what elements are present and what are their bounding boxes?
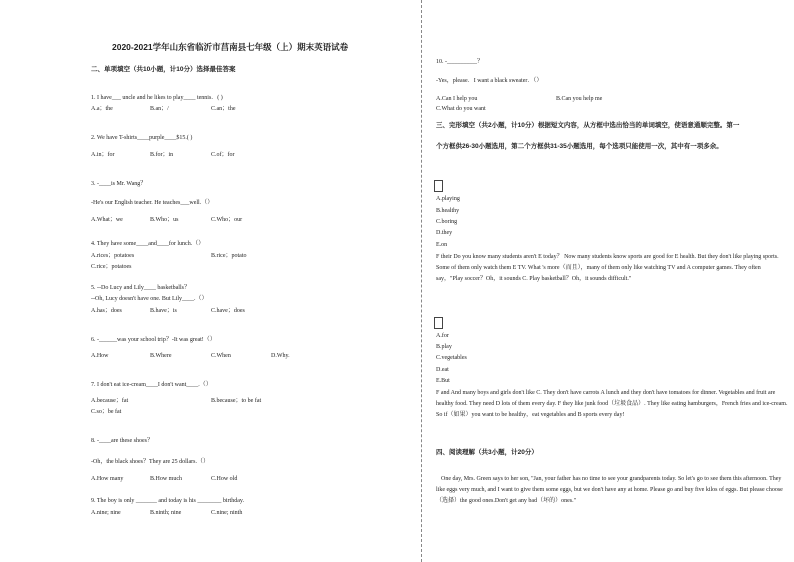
option-a[interactable]: A.Can I help you — [436, 96, 478, 102]
question-stem: 1. I have___ uncle and he likes to play____ tennis．( ) — [91, 95, 223, 101]
question-stem: 8. -____are these shoes？ — [91, 438, 153, 444]
question-stem: 7. I don't eat ice-cream____I don't want____.（） — [91, 382, 212, 388]
option-b[interactable]: B.rice；potato — [211, 253, 247, 259]
option-a[interactable]: A.rices；potatoes — [91, 253, 135, 259]
question-stem-reply: --Oh, Lucy doesn't have one. But Lily____.（） — [91, 296, 208, 302]
word-option: E.But — [436, 378, 450, 384]
option-c[interactable]: C.Who；our — [211, 217, 243, 223]
page-title: 2020-2021学年山东省临沂市莒南县七年级（上）期末英语试卷 — [112, 42, 349, 52]
option-b[interactable]: B.Can you help me — [556, 96, 603, 102]
option-d[interactable]: D.Why. — [271, 353, 290, 359]
option-a[interactable]: A.How — [91, 353, 109, 359]
option-b[interactable]: B.ninth; nine — [150, 510, 182, 516]
word-option: C.boring — [436, 219, 458, 225]
question-stem: 9. The boy is only _______ and today is his ________ birthday. — [91, 498, 244, 504]
option-c[interactable]: C.rice；potatoes — [91, 264, 132, 270]
option-b[interactable]: B.have；is — [150, 308, 177, 314]
option-b[interactable]: B.Where — [150, 353, 172, 359]
question-stem: 3. -____is Mr. Wang？ — [91, 181, 147, 187]
option-b[interactable]: B.for；in — [150, 152, 174, 158]
option-c[interactable]: C.How old — [211, 476, 238, 482]
word-box-marker — [434, 317, 443, 329]
word-option: A.for — [436, 333, 449, 339]
section-heading: 二、单项填空（共10小题，计10分）选择最佳答案 — [91, 66, 236, 73]
option-a[interactable]: A.How many — [91, 476, 124, 482]
section-heading-cont: 个方框供26-30小题选用，第二个方框供31-35小题选用，每个选项只能使用一次，其中有一项多余。 — [436, 143, 723, 150]
word-box-marker — [434, 180, 443, 192]
question-stem: 4. They have some____and____for lunch.（） — [91, 241, 205, 247]
option-a[interactable]: A.in；for — [91, 152, 115, 158]
word-option: B.play — [436, 344, 452, 350]
question-stem-reply: -Oh，the black shoes？They are 25 dollars.（） — [91, 459, 209, 465]
option-b[interactable]: B.an；/ — [150, 106, 169, 112]
option-a[interactable]: A.has；does — [91, 308, 122, 314]
option-c[interactable]: C.What do you want — [436, 106, 486, 112]
option-b[interactable]: B.How much — [150, 476, 182, 482]
option-b[interactable]: B.because；to be fat — [211, 398, 262, 404]
cloze-passage: F their Do you know many students aren't E today？ Now many students know sports are good for E health. But they don't like playing sports. Some of them only watch them E TV. What 's more（而且），many of them only like watching TV and A computer games. They often say，"Play soccer？Oh，it sounds C. Play basketball？Oh，it sounds difficult." — [436, 254, 779, 282]
option-c[interactable]: C.of；for — [211, 152, 235, 158]
question-stem-reply: -Yes，please．I want a black sweater．（） — [436, 78, 543, 84]
option-a[interactable]: A.What；we — [91, 217, 123, 223]
question-stem: 10. -__________？ — [436, 59, 483, 65]
cloze-passage: F and And many boys and girls don't like C. They don't have carrots A lunch and they don't have tomatoes for dinner. Vegetables and fruit are healthy food. They need D lots of them every day. F they like junk food（垃圾食品）. They like eating hamburgers，French fries and ice-cream. So if（如果）you want to be healthy，eat vegetables and B sports every day! — [436, 390, 788, 418]
reading-passage: One day, Mrs. Green says to her son, "Jan, your father has no time to see your grandparents today. So let's go to see them this afternoon. They like eggs very much, and I want to give them some eggs, but we don't have any at home. Please go and buy five kilos of eggs. But please choose（选择）the good ones.Don't get any bad（坏的）ones." — [436, 476, 783, 504]
question-stem: 5. --Do Lucy and Lily____ basketballs？ — [91, 285, 190, 291]
option-b[interactable]: B.Who；us — [150, 217, 179, 223]
option-c[interactable]: C.nine; ninth — [211, 510, 243, 516]
option-c[interactable]: C.When — [211, 353, 231, 359]
page-divider — [421, 0, 422, 562]
word-option: C.vegetables — [436, 355, 467, 361]
option-a[interactable]: A.nine; nine — [91, 510, 121, 516]
section-heading: 四、阅读理解（共3小题，计20分） — [436, 449, 538, 456]
option-c[interactable]: C.an；the — [211, 106, 236, 112]
option-a[interactable]: A.because；fat — [91, 398, 129, 404]
option-a[interactable]: A.a；the — [91, 106, 113, 112]
option-c[interactable]: C.have；does — [211, 308, 245, 314]
word-option: D.they — [436, 230, 453, 236]
option-c[interactable]: C.so；be fat — [91, 409, 122, 415]
word-option: B.healthy — [436, 208, 460, 214]
question-stem: 2. We have T-shirts____purple____$15.( ) — [91, 135, 193, 141]
question-stem-reply: -He's our English teacher. He teaches___well.（） — [91, 200, 214, 206]
word-option: A.playing — [436, 196, 460, 202]
word-option: E.on — [436, 242, 448, 248]
section-heading: 三、完形填空（共2小题，计10分）根据短文内容，从方框中选出恰当的单词填空，使语意通顺完整。第一 — [436, 122, 740, 129]
question-stem: 6. -______was your school trip？-It was great!（） — [91, 337, 216, 343]
word-option: D.eat — [436, 367, 449, 373]
